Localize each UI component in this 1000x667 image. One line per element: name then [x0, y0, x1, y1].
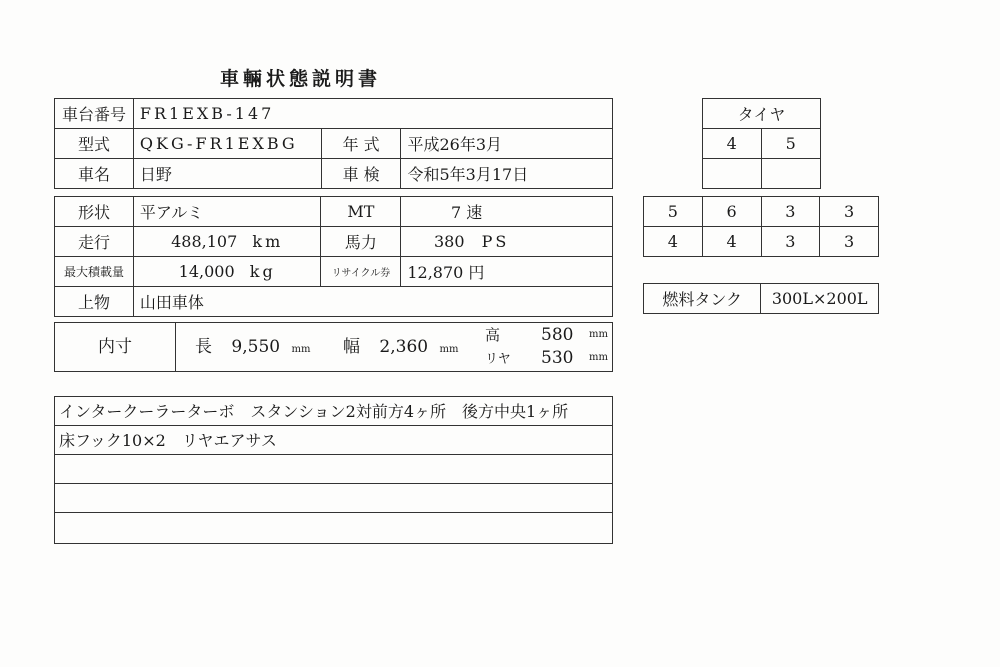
body-label: 上物: [55, 287, 134, 317]
tire-rear-table: [643, 196, 879, 257]
length-value: 9,550: [231, 337, 281, 357]
power-unit: PS: [481, 232, 510, 251]
model-value: QKG-FR1EXBG: [133, 129, 321, 159]
height-dimension: [485, 324, 610, 346]
tire-front-table: [702, 98, 821, 189]
dimensions-box: [54, 322, 613, 372]
tire-cell: 4: [702, 227, 761, 257]
power-cell: [401, 227, 613, 257]
recycle-value: 12,870 円: [401, 257, 613, 287]
dimensions-label: 内寸: [55, 323, 176, 371]
mileage-value: 488,107: [171, 232, 238, 251]
recycle-label: リサイクル券: [321, 257, 401, 287]
chassis-label: 車台番号: [55, 99, 134, 129]
specs-table: [54, 196, 613, 317]
notes-line: [55, 513, 612, 542]
tire-label: タイヤ: [703, 99, 821, 129]
rear-value: 530: [541, 348, 574, 368]
tire-front-empty: [761, 159, 821, 189]
shape-label: 形状: [55, 197, 134, 227]
width-dimension: [343, 323, 458, 371]
notes-line: [55, 484, 612, 513]
height-label: 高: [485, 326, 501, 344]
mt-value: 7 速: [401, 197, 613, 227]
document-title: 車輛状態説明書: [220, 68, 382, 90]
width-label: 幅: [343, 337, 360, 357]
width-value: 2,360: [379, 337, 429, 357]
notes-box: [54, 396, 613, 544]
length-unit: mm: [291, 344, 311, 355]
model-label: 型式: [55, 129, 134, 159]
vehicle-info-table: [54, 98, 613, 189]
rear-dimension: [485, 347, 610, 369]
shape-value: 平アルミ: [133, 197, 321, 227]
height-unit: mm: [589, 329, 608, 340]
load-unit: kg: [249, 262, 276, 281]
load-label: 最大積載量: [55, 257, 134, 287]
tire-cell: 3: [761, 197, 820, 227]
mileage-label: 走行: [55, 227, 134, 257]
year-value: 平成26年3月: [401, 129, 613, 159]
name-value: 日野: [133, 159, 321, 189]
fuel-label: 燃料タンク: [644, 284, 761, 314]
inspection-label: 車 検: [321, 159, 401, 189]
fuel-table: [643, 283, 879, 314]
notes-line: インタークーラーターボ スタンション2対前方4ヶ所 後方中央1ヶ所: [55, 397, 612, 426]
notes-line: [55, 455, 612, 484]
power-label: 馬力: [321, 227, 401, 257]
fuel-value: 300L×200L: [761, 284, 879, 314]
mileage-cell: [133, 227, 321, 257]
notes-line: 床フック10×2 リヤエアサス: [55, 426, 612, 455]
length-label: 長: [195, 337, 212, 357]
mt-label: MT: [321, 197, 401, 227]
tire-cell: 3: [820, 197, 879, 227]
tire-cell: 3: [761, 227, 820, 257]
name-label: 車名: [55, 159, 134, 189]
mileage-unit: km: [252, 232, 284, 251]
tire-front-left: 4: [703, 129, 762, 159]
chassis-value: FR1EXB-147: [133, 99, 612, 129]
year-label: 年 式: [321, 129, 401, 159]
width-unit: mm: [439, 344, 459, 355]
rear-unit: mm: [589, 352, 608, 363]
inspection-value: 令和5年3月17日: [401, 159, 613, 189]
tire-cell: 5: [644, 197, 703, 227]
tire-cell: 3: [820, 227, 879, 257]
load-value: 14,000: [178, 262, 235, 281]
load-cell: [133, 257, 321, 287]
tire-cell: 4: [644, 227, 703, 257]
power-value: 380: [433, 232, 465, 251]
tire-front-right: 5: [761, 129, 821, 159]
tire-cell: 6: [702, 197, 761, 227]
height-value: 580: [541, 325, 574, 345]
length-dimension: [195, 323, 310, 371]
rear-label: リヤ: [485, 352, 511, 367]
body-value: 山田車体: [133, 287, 612, 317]
tire-front-empty: [703, 159, 762, 189]
